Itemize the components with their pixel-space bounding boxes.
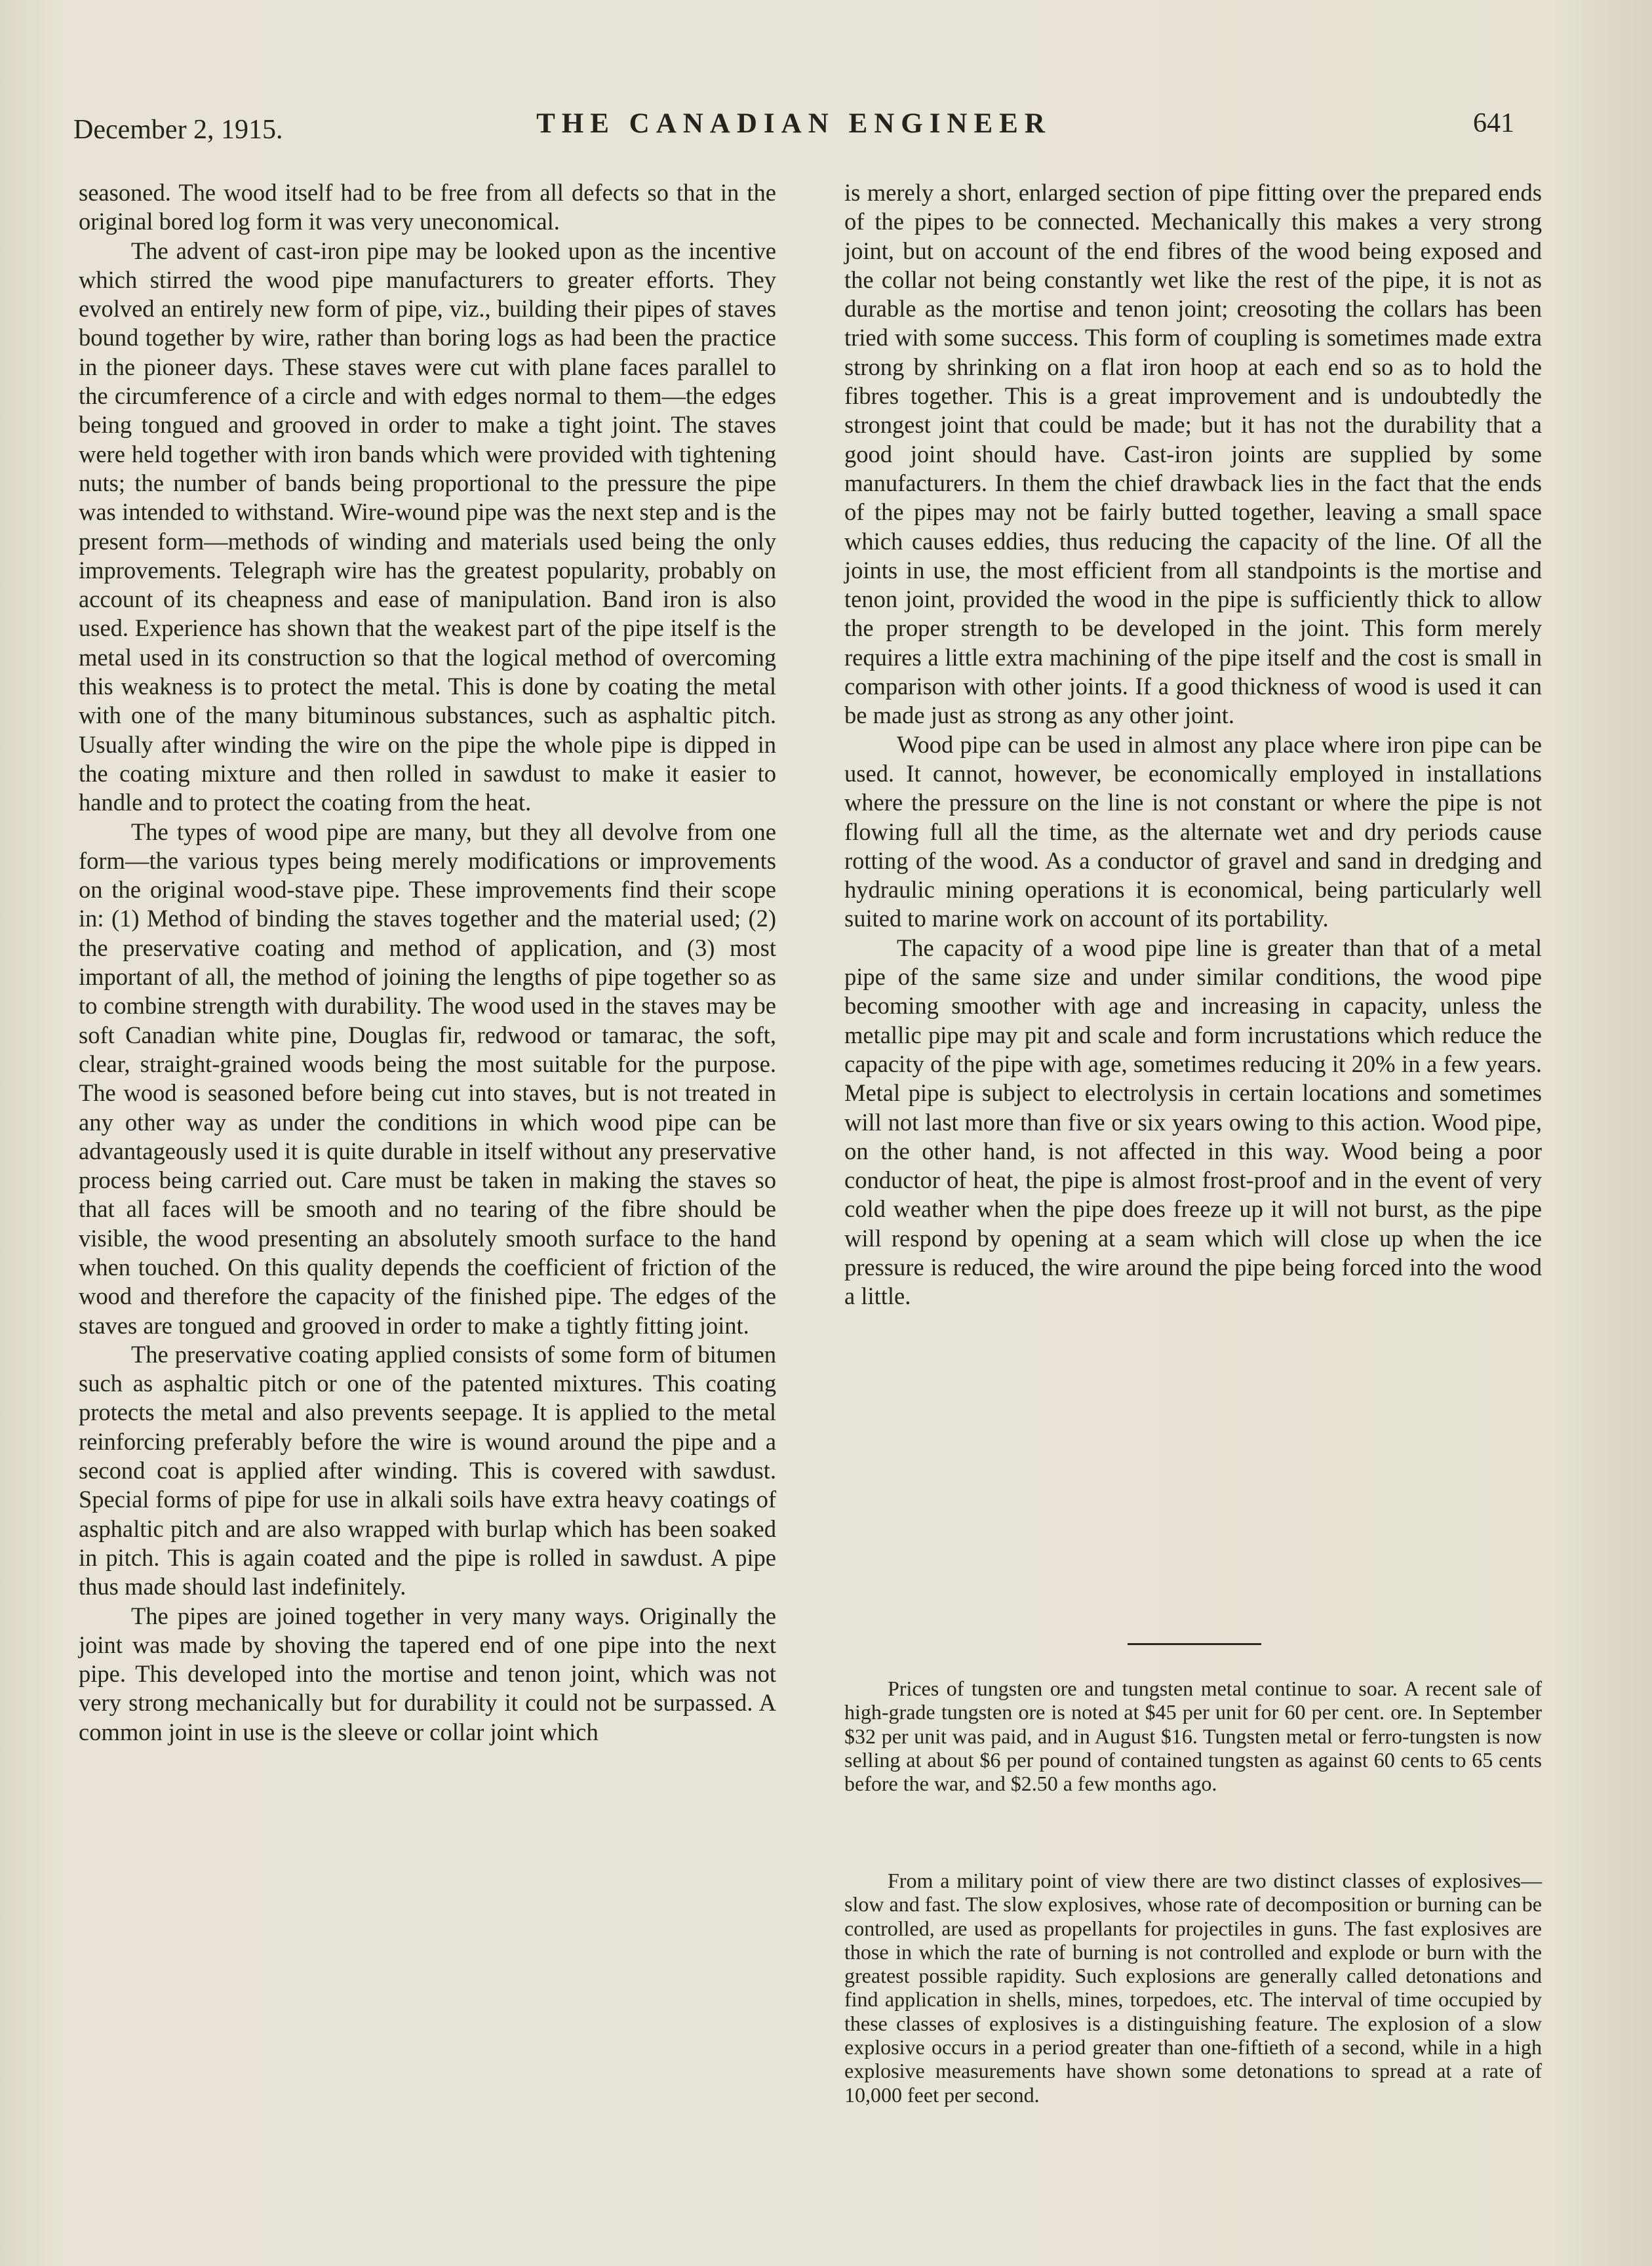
tungsten-note [844, 1677, 1542, 1795]
paragraph: seasoned. The wood itself had to be free from all defects so that in the original bored log form it was very uneconomical. [79, 179, 776, 235]
paragraph: The types of wood pipe are many, but they all devolve from one form—the various types being merely modifications or improvements on the original wood-stave pipe. These improvements find their scope in: (1) Method of binding the staves together and the material used; (2) the preservative coating and method of application, and (3) most important of all, the method of joining the lengths of pipe together so as to combine strength with durability. The wood used in the staves may be soft Canadian white pine, Douglas fir, redwood or tamarac, the soft, clear, straight-grained woods being the most suitable for the purpose. The wood is seasoned before being cut into staves, but is not treated in any other way as under the conditions in which wood pipe can be advantageously used it is quite durable in itself without any preservative process being carried out. Care must be taken in making the staves so that all faces will be smooth and no tearing of the fibre should be visible, the wood presenting an absolutely smooth surface to the hand when touched. On this quality depends the coefficient of friction of the wood and therefore the capacity of the finished pipe. The edges of the staves are tongued and grooved in order to make a tightly fitting joint. [79, 818, 776, 1339]
publication-title: THE CANADIAN ENGINEER [536, 108, 1052, 139]
running-header [73, 105, 1514, 151]
right-column [844, 178, 1542, 1311]
paragraph: The pipes are joined together in very many ways. Originally the joint was made by shoving the tapered end of one pipe into the next pipe. This developed into the mortise and tenon joint, which was not very strong mechanically but for durability it could not be surpassed. A common joint in use is the sleeve or collar joint which [79, 1602, 776, 1745]
page-number: 641 [1473, 108, 1514, 138]
note-paragraph: From a military point of view there are two distinct classes of explosives—slow and fast. The slow explosives, whose rate of decomposition or burning can be controlled, are used as propellants for projectiles in guns. The fast explosives are those in which the rate of burning is not controlled and explode or burn with the greatest possible rapidity. Such explosions are generally called detonations and find application in shells, mines, torpedoes, etc. The interval of time occupied by these classes of explosives is a distinguishing feature. The explosion of a slow explosive occurs in a period greater than one-fiftieth of a second, while in a high explosive measurements have shown some detonations to spread at a rate of 10,000 feet per second. [844, 1869, 1542, 2107]
section-divider [1128, 1643, 1261, 1645]
note-paragraph: Prices of tungsten ore and tungsten metal continue to soar. A recent sale of high-grade tungsten ore is noted at $45 per unit for 60 per cent. ore. In September $32 per unit was paid, and in August $16. Tungsten metal or ferro-tungsten is now selling at about $6 per pound of contained tungsten as against 60 cents to 65 cents before the war, and $2.50 a few months ago. [844, 1677, 1542, 1796]
issue-date: December 2, 1915. [73, 115, 283, 145]
paragraph: The capacity of a wood pipe line is greater than that of a metal pipe of the same size and under similar conditions, the wood pipe becoming smoother with age and increasing in capacity, unless the metallic pipe may pit and scale and form incrustations which reduce the capacity of the pipe with age, sometimes reducing it 20% in a few years. Metal pipe is subject to electrolysis in certain locations and sometimes will not last more than five or six years owing to this action. Wood pipe, on the other hand, is not affected in this way. Wood being a poor conductor of heat, the pipe is almost frost-proof and in the event of very cold weather when the pipe does freeze up it will not burst, as the pipe will respond by opening at a seam which will close up when the ice pressure is reduced, the wire around the pipe being forced into the wood a little. [844, 934, 1542, 1310]
paragraph: The advent of cast-iron pipe may be looked upon as the incentive which stirred the wood pipe manufacturers to greater efforts. They evolved an entirely new form of pipe, viz., building their pipes of staves bound together by wire, rather than boring logs as had been the practice in the pioneer days. These staves were cut with plane faces parallel to the circumference of a circle and with edges normal to them—the edges being tongued and grooved in order to make a tight joint. The staves were held together with iron bands which were provided with tightening nuts; the number of bands being proportional to the pressure the pipe was intended to withstand. Wire-wound pipe was the next step and is the present form—methods of winding and materials used being the only improvements. Telegraph wire has the greatest popularity, probably on account of its cheapness and ease of manipulation. Band iron is also used. Experience has shown that the weakest part of the pipe itself is the metal used in its construction so that the logical method of overcoming this weakness is to protect the metal. This is done by coating the metal with one of the many bituminous substances, such as asphaltic pitch. Usually after winding the wire on the pipe the whole pipe is dipped in the coating mixture and then rolled in sawdust to make it easier to handle and to protect the coating from the heat. [79, 237, 776, 816]
explosives-note [844, 1869, 1542, 2107]
left-column [79, 178, 776, 1747]
paragraph: is merely a short, enlarged section of pipe fitting over the prepared ends of the pipes to be connected. Mechanically this makes a very strong joint, but on account of the end fibres of the wood being exposed and the collar not being constantly wet like the rest of the pipe, it is not as durable as the mortise and tenon joint; creosoting the collars has been tried with some success. This form of coupling is sometimes made extra strong by shrinking on a flat iron hoop at each end so as to hold the fibres together. This is a great improvement and is undoubtedly the strongest joint that could be made; but it has not the durability that a good joint should have. Cast-iron joints are supplied by some manufacturers. In them the chief drawback lies in the fact that the ends of the pipes may not be fairly butted together, leaving a small space which causes eddies, thus reducing the capacity of the line. Of all the joints in use, the most efficient from all standpoints is the mortise and tenon joint, provided the wood in the pipe is sufficiently thick to allow the proper strength to be developed in the joint. This form merely requires a little extra machining of the pipe itself and the cost is small in comparison with other joints. If a good thickness of wood is used it can be made just as strong as any other joint. [844, 179, 1542, 729]
paragraph: The preservative coating applied consists of some form of bitumen such as asphaltic pitch or one of the patented mixtures. This coating protects the metal and also prevents seepage. It is applied to the metal reinforcing preferably before the wire is wound around the pipe and a second coat is applied after winding. This is covered with sawdust. Special forms of pipe for use in alkali soils have extra heavy coatings of asphaltic pitch and are also wrapped with burlap which has been soaked in pitch. This is again coated and the pipe is rolled in sawdust. A pipe thus made should last indefinitely. [79, 1340, 776, 1600]
paragraph: Wood pipe can be used in almost any place where iron pipe can be used. It cannot, however, be economically employed in installations where the pressure on the line is not constant or where the pipe is not flowing full all the time, as the alternate wet and dry periods cause rotting of the wood. As a conductor of gravel and sand in dredging and hydraulic mining operations it is economical, being particularly well suited to marine work on account of its portability. [844, 730, 1542, 932]
